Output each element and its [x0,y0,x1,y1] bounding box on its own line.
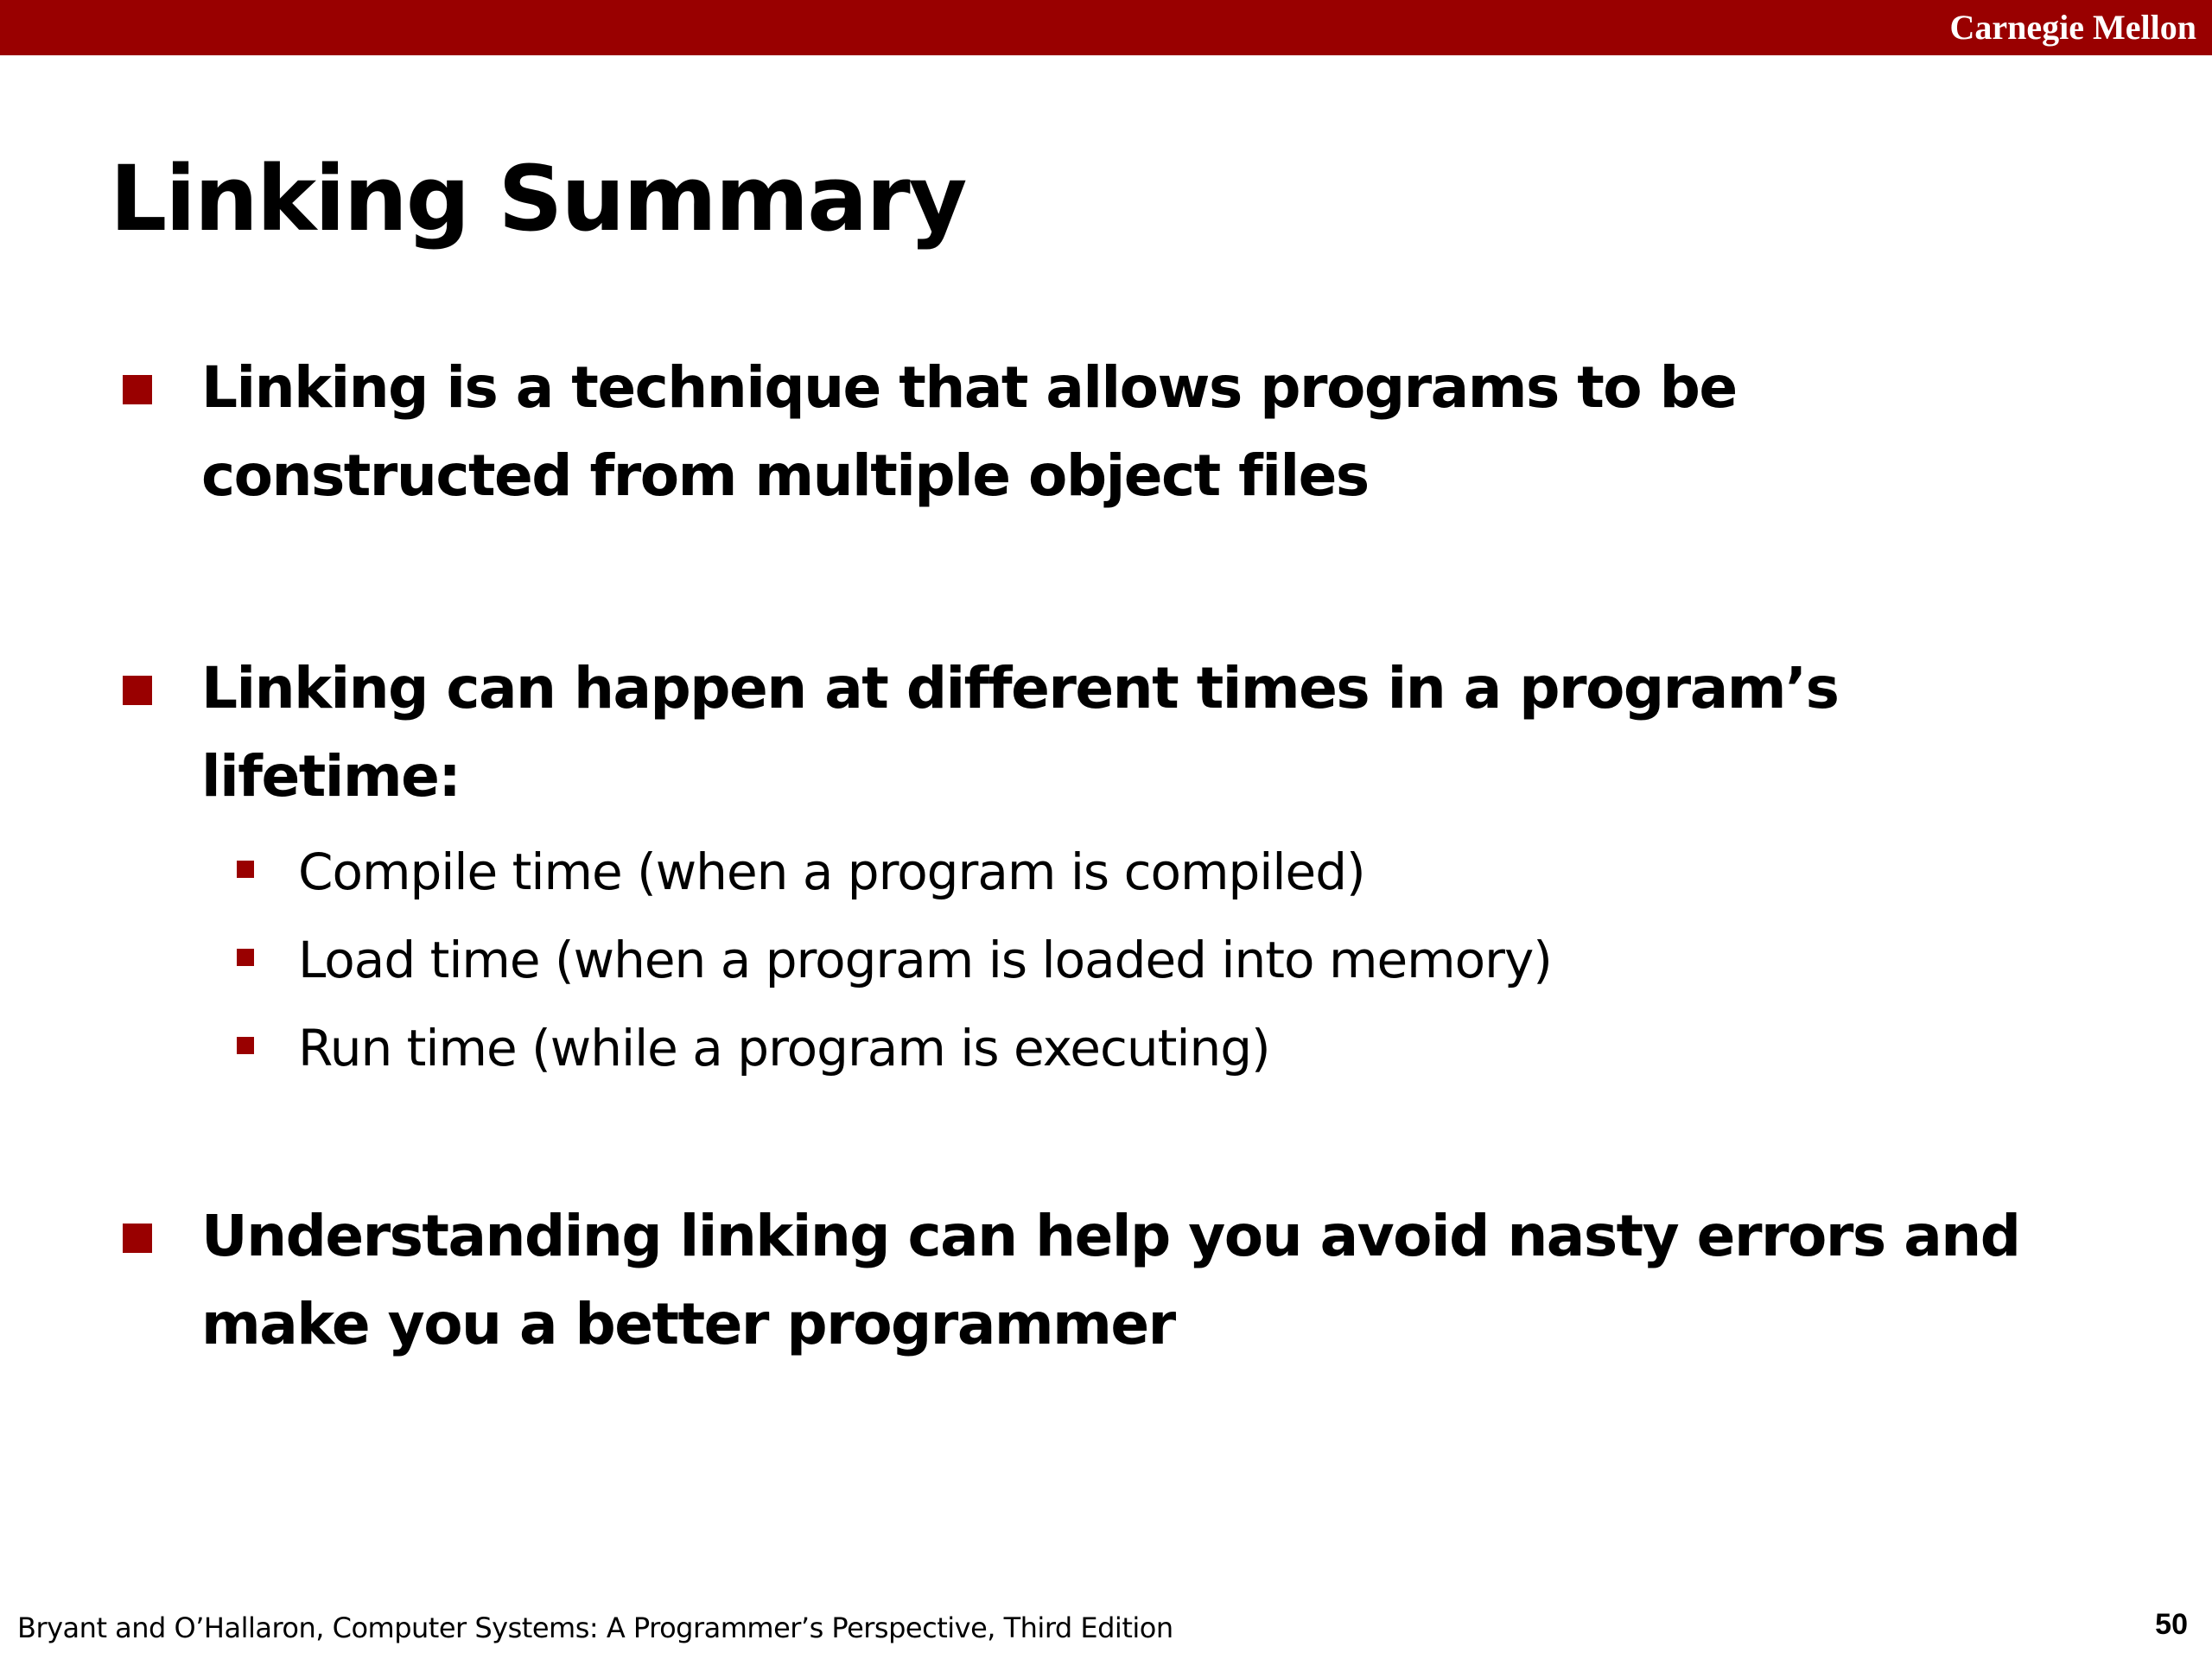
square-bullet-icon [123,676,152,705]
small-square-bullet-icon [237,861,254,878]
bullet-line: Linking can happen at different times in a program’s [201,655,1839,721]
bullet-text [201,344,1999,520]
brand-logo-text: Carnegie Mellon [1949,8,2196,47]
bullet-line: Understanding linking can help you avoid nasty errors and [201,1203,2020,1269]
sub-bullet-text: Compile time (when a program is compiled) [298,842,1365,901]
bullet-line: lifetime: [201,743,461,810]
square-bullet-icon [123,1224,152,1253]
sub-bullet-item [0,1004,2212,1092]
square-bullet-icon [123,375,152,404]
bullet-text [201,1192,2020,1369]
slide-title: Linking Summary [110,146,966,251]
sub-bullet-item [0,828,2212,916]
sub-bullet-text: Load time (when a program is loaded into memory) [298,931,1552,989]
header-bar [0,0,2212,55]
bullet-text [201,645,1999,821]
bullet-line: Linking is a technique that allows programs to be [201,354,1737,421]
small-square-bullet-icon [237,1037,254,1054]
page-number: 50 [2155,1608,2188,1641]
bullet-line: make you a better programmer [201,1291,1175,1357]
small-square-bullet-icon [237,949,254,966]
sub-bullet-text: Run time (while a program is executing) [298,1019,1270,1077]
bullet-line: constructed from multiple object files [201,442,1369,509]
footer-citation: Bryant and O’Hallaron, Computer Systems: A Programmer’s Perspective, Third Edition [17,1611,1173,1644]
sub-bullet-item [0,916,2212,1004]
